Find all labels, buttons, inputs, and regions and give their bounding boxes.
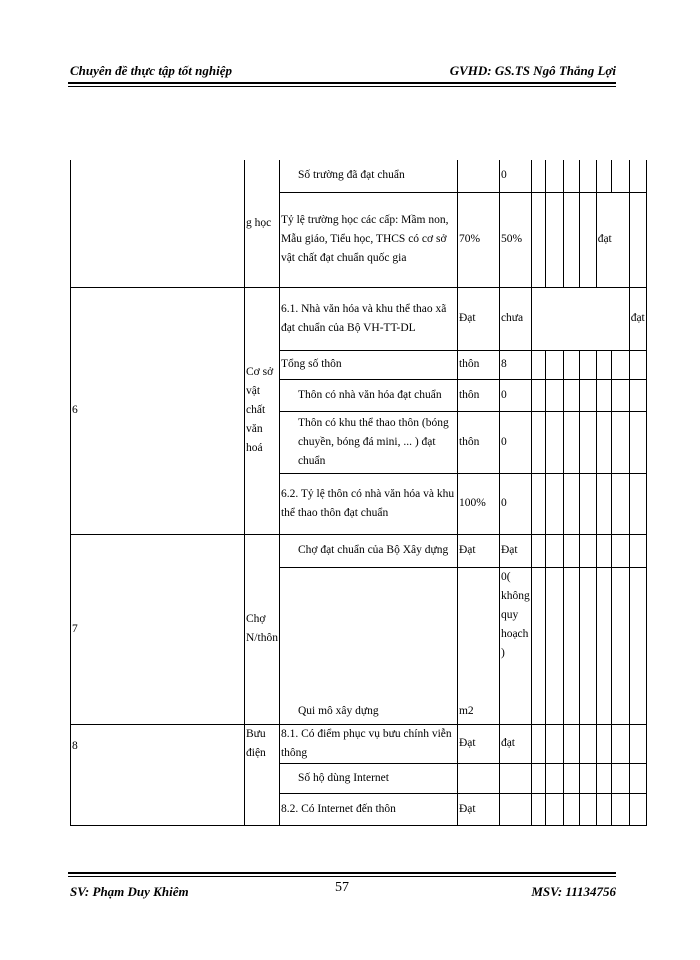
current-cell: 8 [499,350,531,379]
header-title: Chuyên đề thực tập tốt nghiệp [70,63,232,78]
target-cell: Đạt [457,793,499,825]
footer-rule [68,872,616,874]
current-cell: đạt [499,724,531,763]
criterion-cell: 8.1. Có điểm phục vụ bưu chính viễn thông [279,724,457,763]
criterion-cell: Qui mô xây dựng [279,567,457,724]
target-cell: thôn [457,350,499,379]
row-number-cell [71,160,245,287]
assessment-cell: đạt [629,287,646,350]
row-number-cell: 7 [71,534,245,724]
criterion-cell: 6.2. Tỷ lệ thôn có nhà văn hóa và khu thể thao thôn đạt chuẩn [279,473,457,534]
target-cell: Đạt [457,724,499,763]
target-cell: Đạt [457,534,499,567]
row-number-cell: 6 [71,287,245,534]
target-cell: 100% [457,473,499,534]
target-cell: thôn [457,379,499,411]
current-cell: chưa [499,287,531,350]
criterion-cell: 8.2. Có Internet đến thôn [279,793,457,825]
criteria-table [70,160,647,826]
table-row [71,724,647,763]
header-rule [68,82,616,84]
group-cell: Bưu điện [245,724,280,825]
group-cell: Cơ sở vật chất văn hoá [245,287,280,534]
target-cell: 70% [457,192,499,287]
current-cell: Đạt [499,534,531,567]
target-cell: m2 [457,567,499,724]
current-cell: 0 [499,379,531,411]
header-rule-thin [68,86,616,87]
current-cell: 0 [499,411,531,473]
current-cell: 0 [499,160,531,192]
target-cell [457,160,499,192]
current-cell: 50% [499,192,531,287]
footer-student: SV: Phạm Duy Khiêm [70,884,189,899]
current-cell: 0 [499,473,531,534]
current-cell [499,793,531,825]
current-cell [499,763,531,793]
table-row [71,534,647,567]
header-advisor: GVHD: GS.TS Ngô Thắng Lợi [449,63,616,78]
criterion-cell: Thôn có nhà văn hóa đạt chuẩn [279,379,457,411]
group-cell: Chợ N/thôn [245,534,280,724]
target-cell: thôn [457,411,499,473]
criterion-cell: Tổng số thôn [279,350,457,379]
page-number: 57 [335,880,349,895]
target-cell [457,763,499,793]
criterion-cell: Số hộ dùng Internet [279,763,457,793]
footer-rule-thin [68,876,616,877]
target-cell: Đạt [457,287,499,350]
footer-student-id: MSV: 11134756 [531,884,616,899]
group-cell: g học [245,160,280,287]
table-row [71,287,647,350]
criterion-cell: 6.1. Nhà văn hóa và khu thể thao xã đạt chuẩn của Bộ VH-TT-DL [279,287,457,350]
criterion-cell: Tỷ lệ trường học các cấp: Mầm non, Mẫu giáo, Tiểu học, THCS có cơ sở vật chất đạt chuẩn quốc gia [279,192,457,287]
table-row [71,160,647,192]
current-cell: 0( không quy hoạch ) [499,567,531,724]
assessment-cell: đạt [596,192,629,287]
row-number-cell: 8 [71,724,245,825]
criterion-cell: Số trường đã đạt chuẩn [279,160,457,192]
criterion-cell: Chợ đạt chuẩn của Bộ Xây dựng [279,534,457,567]
criterion-cell: Thôn có khu thể thao thôn (bóng chuyền, bóng đá mini, ... ) đạt chuẩn [279,411,457,473]
